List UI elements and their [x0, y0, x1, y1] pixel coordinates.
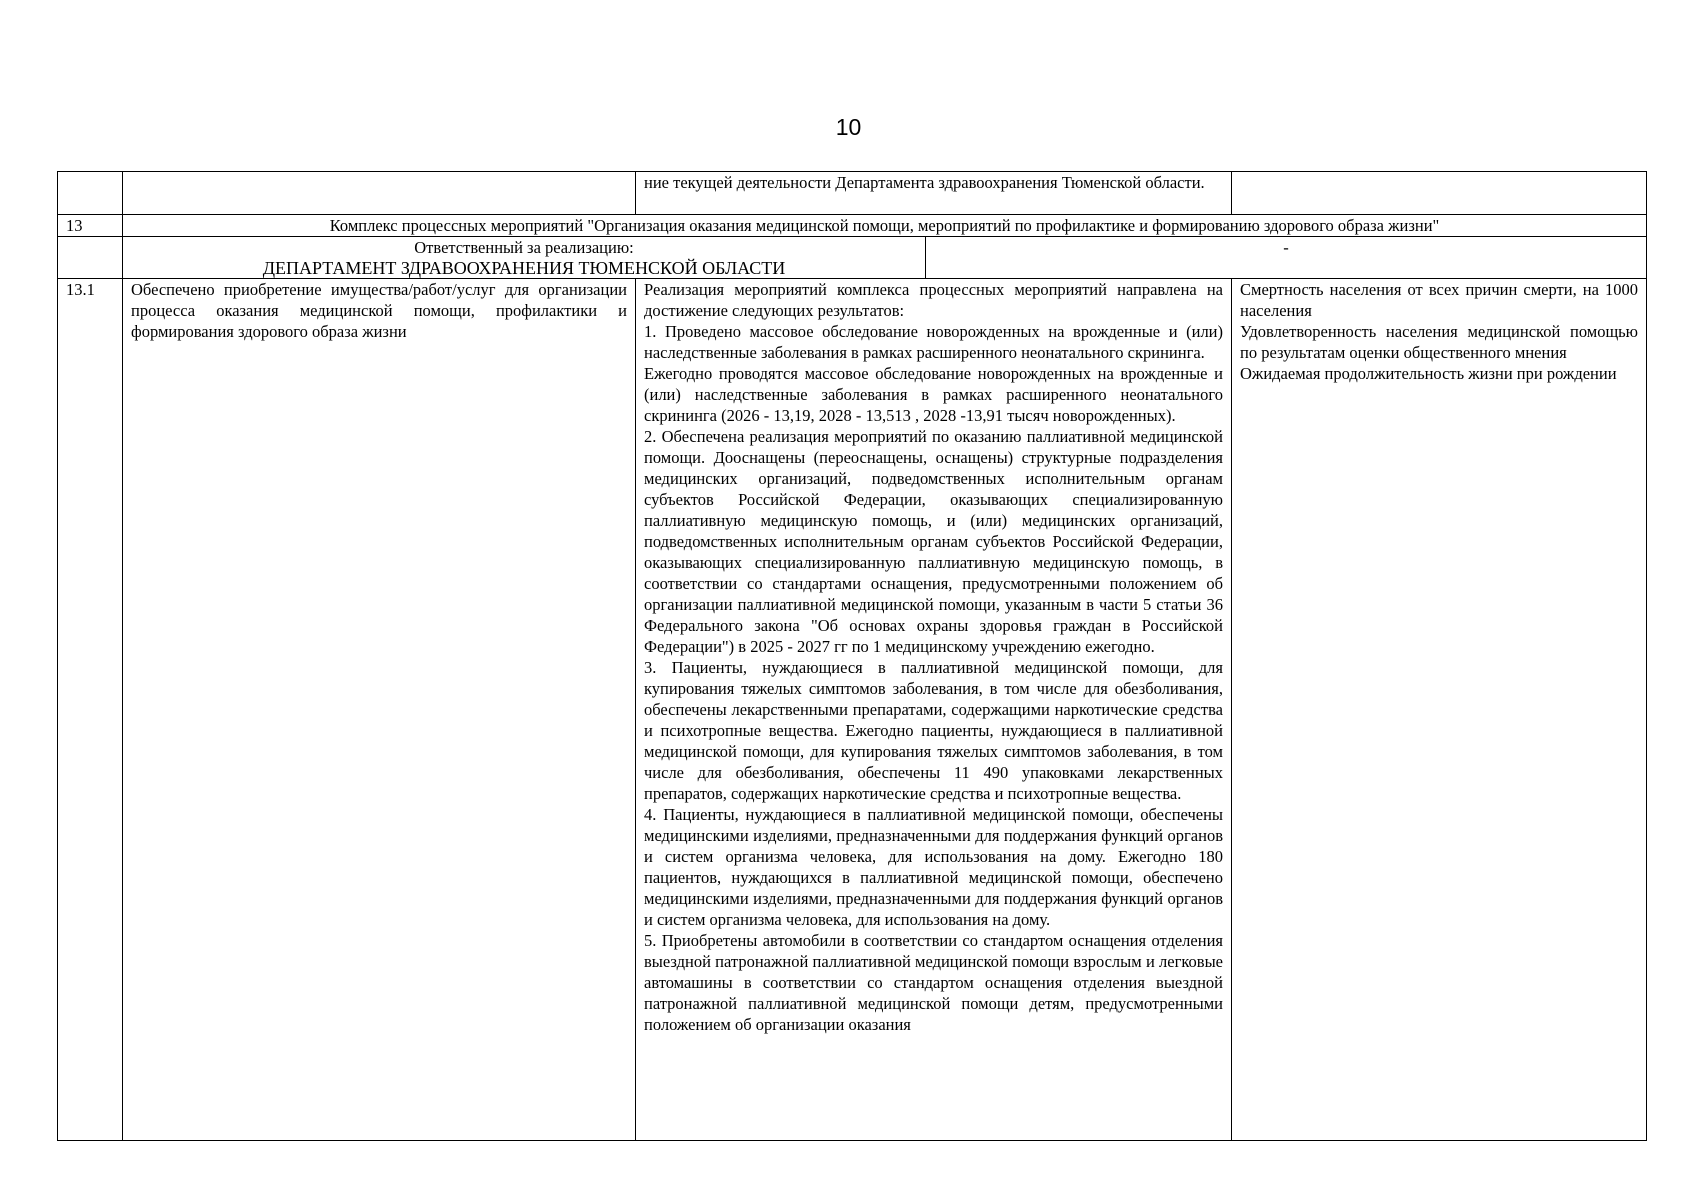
results-paragraph: Ежегодно проводятся массовое обследование новорожденных на врожденные и (или) наследственные заболевания в рамках расширенного неонатального скрининга (2026 - 13,19, 2028 - 13,513 , 2028 -13,91 тысяч новорожденных).	[644, 364, 1223, 425]
measures-table	[57, 171, 1647, 1141]
results-paragraph: 4. Пациенты, нуждающиеся в паллиативной медицинской помощи, обеспечены медицинскими изделиями, предназначенными для поддержания функций органов и систем организма человека, для использования на дому. Ежегодно 180 пациентов, нуждающихся в паллиативной медицинской помощи, обеспечено медицинскими изделиями, предназначенными для поддержания функций органов и систем организма человека, для использования на дому.	[644, 805, 1223, 929]
cell-num-empty	[58, 172, 123, 215]
responsible-right-cell: -	[926, 237, 1647, 279]
cell-indicator-empty	[1232, 172, 1647, 215]
cell-num-empty	[58, 237, 123, 279]
cell-continuation-text: ние текущей деятельности Департамента здравоохранения Тюменской области.	[636, 172, 1232, 215]
table-row-responsible	[58, 237, 1647, 279]
table-row-13-1	[58, 279, 1647, 1141]
complex-title: Комплекс процессных мероприятий "Организация оказания медицинской помощи, мероприятий по профилактике и формированию здорового образа жизни"	[123, 215, 1647, 237]
table-row-complex-13	[58, 215, 1647, 237]
task-description: Обеспечено приобретение имущества/работ/услуг для организации процесса оказания медицинской помощи, профилактики и формирования здорового образа жизни	[123, 279, 636, 1141]
results-paragraph: 1. Проведено массовое обследование новорожденных на врожденные и (или) наследственные заболевания в рамках расширенного неонатального скрининга.	[644, 322, 1223, 362]
responsible-label: Ответственный за реализацию:	[414, 238, 634, 257]
page-number: 10	[835, 114, 862, 140]
cell-row-number: 13.1	[58, 279, 123, 1141]
responsible-department: ДЕПАРТАМЕНТ ЗДРАВООХРАНЕНИЯ ТЮМЕНСКОЙ ОБЛАСТИ	[262, 258, 786, 278]
results-paragraph: 2. Обеспечена реализация мероприятий по оказанию паллиативной медицинской помощи. Дооснащены (переоснащены, оснащены) структурные подразделения медицинских организаций, подведомственных исполнительным органам субъектов Российской Федерации, оказывающих специализированную паллиативную медицинскую помощь, и (или) медицинских организаций, подведомственных исполнительным органам субъектов Российской Федерации, оказывающих специализированную паллиативную медицинскую помощь, в соответствии со стандартами оснащения, предусмотренными положением об организации паллиативной медицинской помощи, указанным в части 5 статьи 36 Федерального закона "Об основах охраны здоровья граждан в Российской Федерации") в 2025 - 2027 гг по 1 медицинскому учреждению ежегодно.	[644, 427, 1223, 656]
indicator-item: Смертность населения от всех причин смерти, на 1000 населения	[1240, 280, 1638, 320]
results-paragraph: 5. Приобретены автомобили в соответствии со стандартом оснащения отделения выездной патронажной паллиативной медицинской помощи взрослым и легковые автомашины в соответствии со стандартом оснащения отделения выездной патронажной паллиативной медицинской помощи детям, предусмотренными положением об организации оказания	[644, 931, 1223, 1034]
results-paragraph: 3. Пациенты, нуждающиеся в паллиативной медицинской помощи, для купирования тяжелых симптомов заболевания, в том числе для обезболивания, обеспечены лекарственными препаратами, содержащими наркотические средства и психотропные вещества. Ежегодно пациенты, нуждающиеся в паллиативной медицинской помощи, для купирования тяжелых симптомов заболевания, в том числе для обезболивания, обеспечены 11 490 упаковками лекарственных препаратов, содержащих наркотические средства и психотропные вещества.	[644, 658, 1223, 803]
cell-row-number: 13	[58, 215, 123, 237]
table-row-continuation	[58, 172, 1647, 215]
responsible-cell	[123, 237, 926, 279]
results-description	[636, 279, 1232, 1141]
indicator-item: Удовлетворенность населения медицинской помощью по результатам оценки общественного мнения	[1240, 322, 1638, 362]
cell-task-empty	[123, 172, 636, 215]
indicators-cell	[1232, 279, 1647, 1141]
indicator-item: Ожидаемая продолжительность жизни при рождении	[1240, 364, 1617, 383]
results-paragraph: Реализация мероприятий комплекса процессных мероприятий направлена на достижение следующих результатов:	[644, 280, 1223, 320]
